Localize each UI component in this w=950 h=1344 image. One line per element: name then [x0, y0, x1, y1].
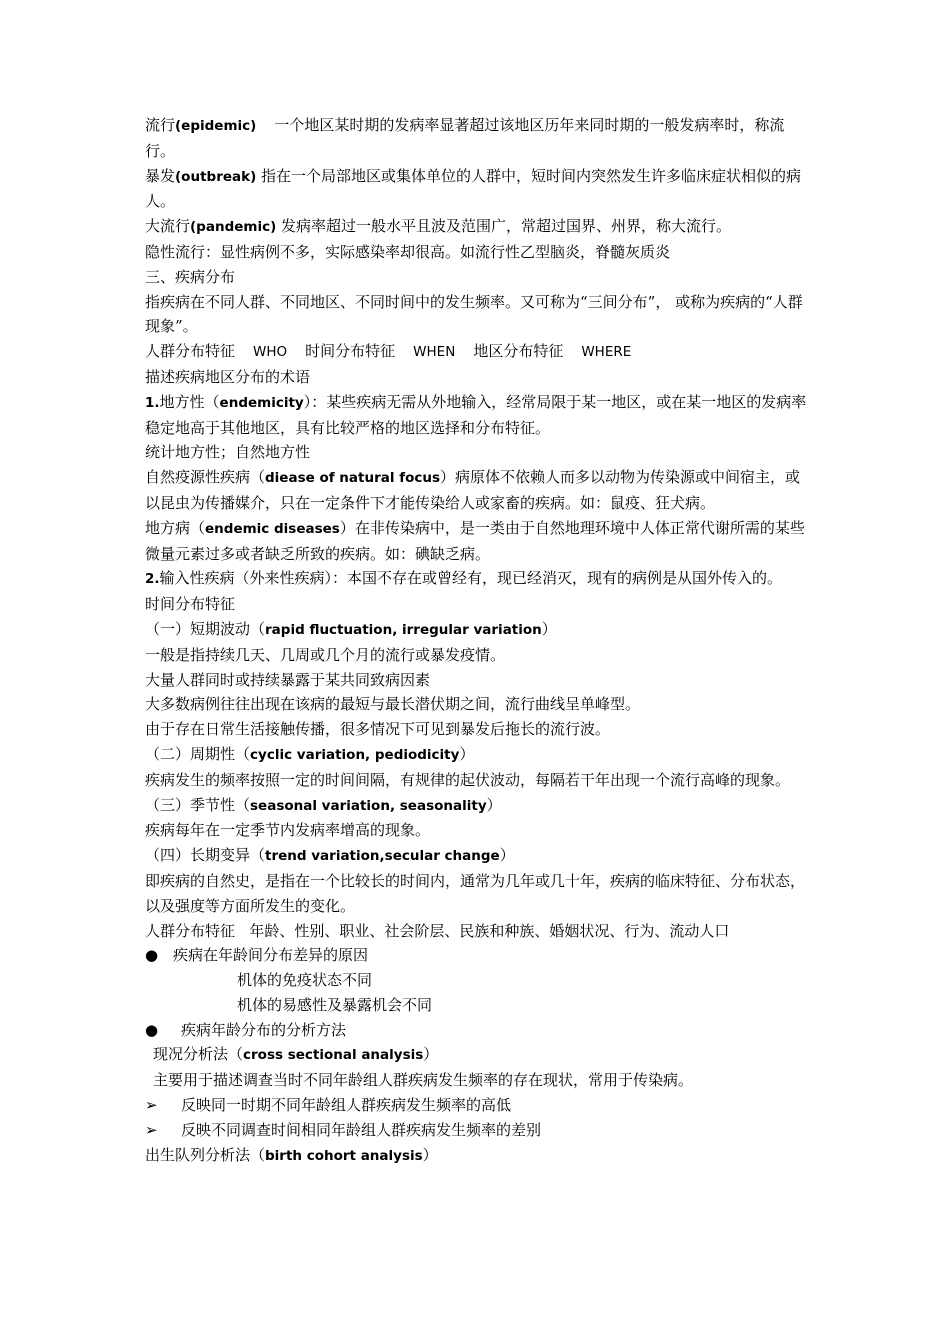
para-cross-sectional: 现况分析法（cross sectional analysis） [153, 1045, 439, 1064]
arrow-bullet-icon: ➢ [145, 1120, 158, 1139]
para-l28: 机体的免疫状态不同 [237, 971, 373, 990]
para-stat-natural: 统计地方性；自然地方性 [145, 443, 311, 462]
para-l17: 大量人群同时或持续暴露于某共同致病因素 [145, 670, 431, 689]
para-endemicity: 1.地方性（endemicity）：某些疾病无需从外地输入，经常局限于某一地区，或在某一地区的发病率稳定地高于其他地区，具有比较严格的地区选择和分布特征。 [145, 392, 807, 437]
arrow-item-2: ➢ 反映不同调查时间相同年龄组人群疾病发生频率的差别 [145, 1118, 813, 1143]
para-l23: 疾病每年在一定季节内发病率增高的现象。 [145, 821, 431, 840]
bullet-age-reasons: ● 疾病在年龄间分布差异的原因 [145, 943, 813, 968]
para-distribution: 指疾病在不同人群、不同地区、不同时间中的发生频率。又可称为“三间分布”， 或称为疾病的“人群现象”。 [145, 292, 803, 336]
para-l32: 主要用于描述调查当时不同年龄组人群疾病发生频率的存在现状，常用于传染病。 [153, 1071, 694, 1090]
para-natural-focus: 自然疫源性疾病（diease of natural focus）病原体不依赖人而多以动物为传染源或中间宿主，或以昆虫为传播媒介，只在一定条件下才能传染给人或家畜的疾病。如：鼠疫、狂犬病。 [145, 468, 801, 512]
para-terms-heading: 描述疾病地区分布的术语 [145, 367, 311, 386]
para-seasonal: （三）季节性（seasonal variation, seasonality） [145, 795, 502, 814]
bullet-dot-icon: ● [145, 1020, 159, 1039]
para-short-term: （一）短期波动（rapid fluctuation, irregular variation） [145, 619, 557, 638]
para-l16: 一般是指持续几天、几周或几个月的流行或暴发疫情。 [145, 645, 506, 664]
para-population: 人群分布特征 年龄、性别、职业、社会阶层、民族和种族、婚姻状况、行为、流动人口 [145, 921, 730, 940]
para-three-features: 人群分布特征 WHO 时间分布特征 WHEN 地区分布特征 WHERE [145, 342, 632, 361]
para-latent: 隐性流行：显性病例不多，实际感染率却很高。如流行性乙型脑炎，脊髓灰质炎 [145, 242, 671, 261]
para-birth-cohort: 出生队列分析法（birth cohort analysis） [145, 1145, 438, 1164]
para-l18: 大多数病例往往出现在该病的最短与最长潜伏期之间，流行曲线呈单峰型。 [145, 695, 641, 714]
document-page [145, 113, 813, 1168]
para-l25: 即疾病的自然史，是指在一个比较长的时间内，通常为几年或几十年，疾病的临床特征、分布状态，以及强度等方面所发生的变化。 [145, 871, 806, 915]
para-time-heading: 时间分布特征 [145, 595, 236, 614]
para-l19: 由于存在日常生活接触传播，很多情况下可见到暴发后拖长的流行波。 [145, 720, 611, 739]
para-l21: 疾病发生的频率按照一定的时间间隔，有规律的起伏波动，每隔若干年出现一个流行高峰的现象。 [145, 770, 791, 789]
para-cyclic: （二）周期性（cyclic variation, pediodicity） [145, 744, 475, 763]
section-heading: 三、疾病分布 [145, 267, 236, 286]
para-outbreak: 暴发(outbreak) 指在一个局部地区或集体单位的人群中，短时间内突然发生许多临床症状相似的病人。 [145, 166, 802, 211]
bullet-dot-icon: ● [145, 946, 159, 965]
arrow-item-1: ➢ 反映同一时期不同年龄组人群疾病发生频率的高低 [145, 1093, 813, 1118]
para-endemic-diseases: 地方病（endemic diseases）在非传染病中，是一类由于自然地理环境中人体正常代谢所需的某些微量元素过多或者缺乏所致的疾病。如：碘缺乏病。 [145, 518, 805, 563]
arrow-bullet-icon: ➢ [145, 1096, 158, 1115]
para-imported: 2.输入性疾病（外来性疾病）：本国不存在或曾经有，现已经消灭，现有的病例是从国外传入的。 [145, 569, 783, 588]
para-l29: 机体的易感性及暴露机会不同 [237, 995, 433, 1014]
para-epidemic: 流行(epidemic) 一个地区某时期的发病率显著超过该地区历年来同时期的一般发病率时，称流行。 [145, 116, 785, 160]
bullet-age-methods: ● 疾病年龄分布的分析方法 [145, 1018, 813, 1043]
para-secular: （四）长期变异（trend variation,secular change） [145, 846, 515, 865]
para-pandemic: 大流行(pandemic) 发病率超过一般水平且波及范围广，常超过国界、州界，称大流行。 [145, 217, 732, 236]
